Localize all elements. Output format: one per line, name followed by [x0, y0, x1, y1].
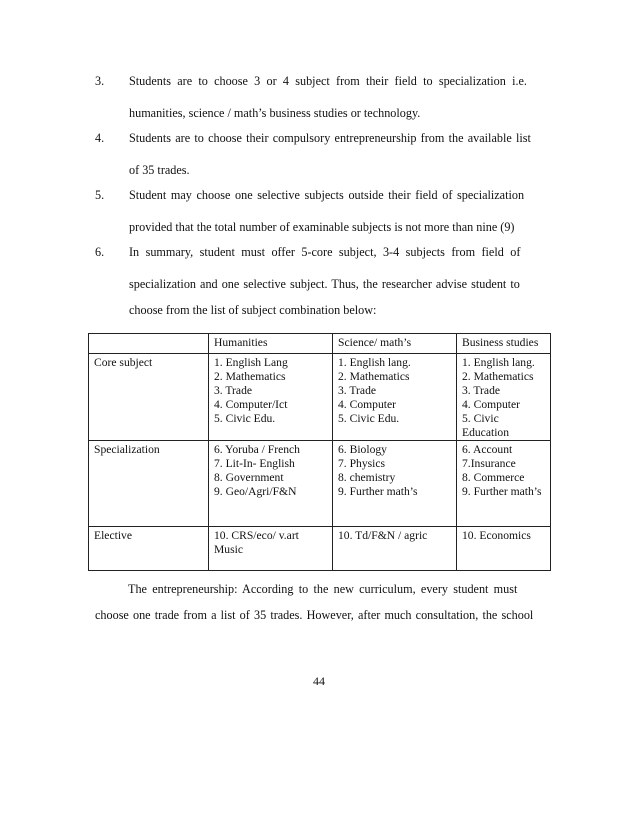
subject-item: 1. English lang. — [462, 356, 535, 369]
subject-item: 10. Td/F&N / agric — [338, 529, 428, 542]
subject-item: 7. Physics — [338, 457, 386, 470]
paragraph-line: The entrepreneurship: According to the new curriculum, every student must — [128, 582, 518, 596]
subject-item: 1. English lang. — [338, 356, 411, 369]
subject-item: 2. Mathematics — [338, 370, 410, 383]
page-number: 44 — [313, 674, 325, 688]
subject-item: 3. Trade — [338, 384, 377, 397]
row-label: Core subject — [89, 354, 209, 441]
subject-item: 4. Computer — [338, 398, 396, 411]
list-text: In summary, student must offer 5-core subject, 3-4 subjects from field of — [129, 245, 521, 259]
table-cell — [333, 527, 457, 571]
subject-item: 10. CRS/eco/ v.art — [214, 529, 299, 542]
table-header-cell: Humanities — [209, 334, 333, 354]
list-number: 5. — [95, 188, 105, 202]
list-number: 6. — [95, 245, 105, 259]
table-cell — [457, 354, 551, 441]
table-cell — [209, 527, 333, 571]
list-text: Student may choose one selective subjects outside their field of specialization — [129, 188, 525, 202]
subject-item: 6. Account — [462, 443, 513, 456]
subject-item: 8. Commerce — [462, 471, 525, 484]
table-cell — [209, 441, 333, 527]
table-cell — [333, 441, 457, 527]
subject-item: 5. Civic Education — [462, 412, 510, 439]
list-text-continued: specialization and one selective subject. Thus, the researcher advise student to — [129, 277, 520, 291]
table-cell — [457, 441, 551, 527]
subject-item: 3. Trade — [462, 384, 501, 397]
list-text-continued: choose from the list of subject combination below: — [129, 303, 377, 317]
row-label: Specialization — [89, 441, 209, 527]
table-cell — [333, 354, 457, 441]
subject-item: 9. Geo/Agri/F&N — [214, 485, 297, 498]
subject-item: 2. Mathematics — [462, 370, 534, 383]
list-text-continued: of 35 trades. — [129, 163, 190, 177]
row-label: Elective — [89, 527, 209, 571]
table-cell — [209, 354, 333, 441]
list-text-continued: provided that the total number of examinable subjects is not more than nine (9) — [129, 220, 515, 234]
subject-item: 6. Biology — [338, 443, 387, 456]
list-text: Students are to choose 3 or 4 subject from their field to specialization i.e. — [129, 74, 527, 88]
table-header-cell: Science/ math’s — [333, 334, 457, 354]
subject-item: 1. English Lang — [214, 356, 288, 369]
subject-item: 9. Further math’s — [462, 485, 542, 498]
subject-item: 9. Further math’s — [338, 485, 418, 498]
subject-item: 7. Lit-In- English — [214, 457, 295, 470]
list-text: Students are to choose their compulsory entrepreneurship from the available list — [129, 131, 531, 145]
subject-item: 6. Yoruba / French — [214, 443, 300, 456]
table-header-row — [89, 334, 551, 354]
subject-item: 4. Computer/Ict — [214, 398, 288, 411]
table-row — [89, 527, 551, 571]
subject-item: 10. Economics — [462, 529, 531, 542]
table-cell — [457, 527, 551, 571]
paragraph-line: choose one trade from a list of 35 trades. However, after much consultation, the school — [95, 608, 534, 622]
subject-item: 4. Computer — [462, 398, 520, 411]
list-number: 4. — [95, 131, 105, 145]
subject-item: 5. Civic Edu. — [338, 412, 400, 425]
subject-item: 8. Government — [214, 471, 284, 484]
subject-item: 3. Trade — [214, 384, 253, 397]
subject-item: Music — [214, 543, 243, 556]
list-text-continued: humanities, science / math’s business studies or technology. — [129, 106, 421, 120]
table-row — [89, 354, 551, 441]
table-header-cell — [89, 334, 209, 354]
subject-item: 2. Mathematics — [214, 370, 286, 383]
subject-item: 7.Insurance — [462, 457, 516, 470]
table-header-cell: Business studies — [457, 334, 551, 354]
subject-item: 8. chemistry — [338, 471, 396, 484]
subject-item: 5. Civic Edu. — [214, 412, 276, 425]
subject-combination-table — [88, 333, 551, 571]
table-row — [89, 441, 551, 527]
list-number: 3. — [95, 74, 105, 88]
